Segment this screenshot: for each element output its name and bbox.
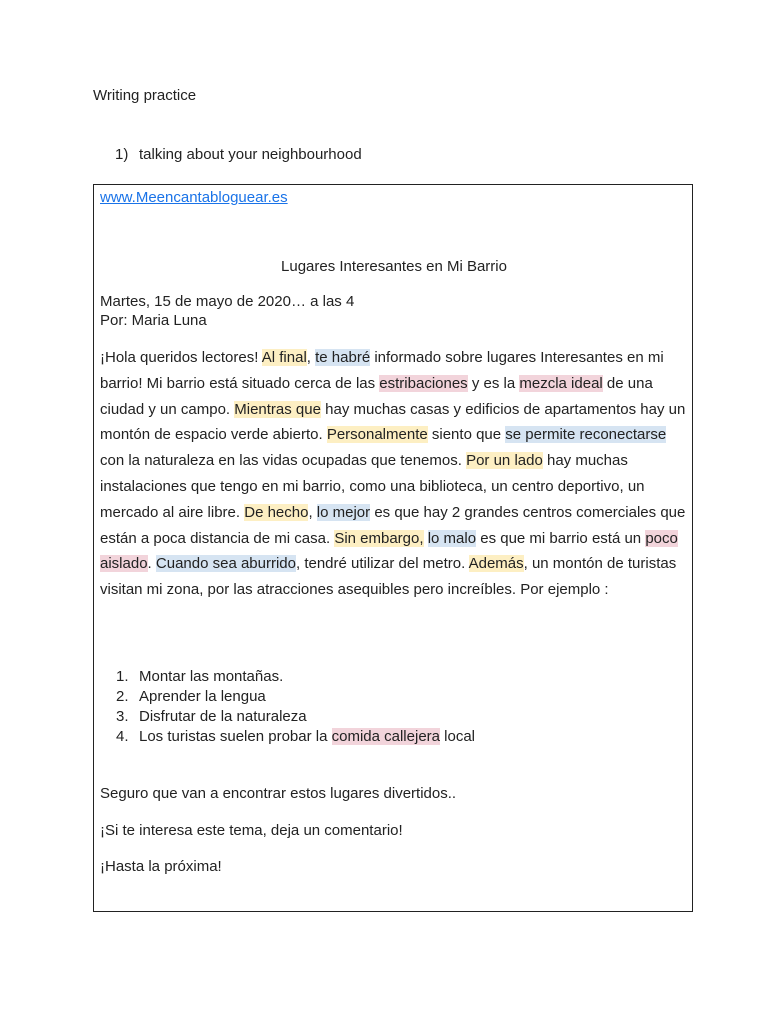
- article-box: [93, 184, 693, 912]
- list-text: Aprender la lengua: [139, 688, 266, 705]
- text-segment: ,: [306, 349, 316, 366]
- text-segment: .: [147, 555, 156, 573]
- list-text: Disfrutar de la naturaleza: [139, 708, 307, 725]
- blog-link[interactable]: www.Meencantabloguear.es: [100, 189, 288, 206]
- list-text: local: [440, 728, 476, 745]
- text-segment: es que mi barrio está un: [476, 529, 646, 547]
- list-number: 4.: [116, 728, 129, 745]
- text-segment: hay muchas casas y edificios de apartamentos hay un montón de espacio verde abierto.: [100, 400, 686, 444]
- list-text: Montar las montañas.: [139, 668, 284, 685]
- list-number: 1.: [116, 668, 129, 685]
- article-paragraph: [100, 345, 686, 603]
- text-segment: informado sobre lugares Interesantes en mi barrio! Mi barrio está situado cerca de las: [100, 349, 664, 392]
- highlight-verb: te habré: [315, 349, 371, 366]
- article-title: Lugares Interesantes en Mi Barrio: [281, 258, 507, 275]
- highlight-verb: lo malo: [427, 529, 477, 547]
- closing-line-3: ¡Hasta la próxima!: [100, 858, 222, 875]
- text-segment: hay muchas instalaciones que tengo en mi barrio, como una biblioteca, un centro deportivo, un mercado al aire libre.: [100, 452, 645, 521]
- list-item: [100, 687, 475, 707]
- list-number: 3.: [116, 708, 129, 725]
- article-meta: [100, 292, 354, 330]
- highlight-verb: se permite reconectarse: [505, 426, 667, 444]
- highlight-connector: Sin embargo,: [334, 529, 424, 547]
- text-segment: , un montón de turistas visitan mi zona, por las atracciones asequibles pero increíbles. Por ejemplo :: [100, 555, 677, 599]
- highlight-verb: Cuando sea aburrido: [155, 555, 296, 573]
- highlight-connector: Por un lado: [466, 452, 543, 470]
- list-number: 2.: [116, 688, 129, 705]
- highlight-vocab: estribaciones: [379, 374, 468, 392]
- list-item: [100, 727, 475, 747]
- text-segment: es que hay 2 grandes centros comerciales que están a poca distancia de mi casa.: [100, 503, 686, 547]
- highlight-connector: Mientras que: [234, 400, 321, 418]
- task-text: talking about your neighbourhood: [139, 146, 362, 163]
- text-segment: ¡Hola queridos lectores!: [100, 349, 262, 366]
- highlight-vocab: comida callejera: [331, 728, 440, 745]
- highlight-connector: Además: [468, 555, 524, 573]
- task-item: [115, 145, 362, 165]
- highlight-verb: lo mejor: [316, 503, 371, 521]
- text-segment: de una ciudad y un campo.: [100, 374, 653, 418]
- text-segment: , tendré utilizar del metro.: [296, 555, 469, 573]
- text-segment: ,: [308, 503, 317, 521]
- text-segment: siento que: [427, 426, 506, 444]
- list-item: [100, 667, 475, 687]
- list-item: [100, 707, 475, 727]
- page-heading: Writing practice: [93, 87, 197, 104]
- article-author: Por: Maria Luna: [100, 312, 207, 329]
- highlight-connector: Al final: [261, 349, 307, 366]
- closing-line-2: ¡Si te interesa este tema, deja un comentario!: [100, 822, 403, 839]
- task-number: 1): [115, 146, 129, 163]
- list-text: Los turistas suelen probar la: [139, 728, 332, 745]
- highlight-vocab: mezcla ideal: [519, 374, 603, 392]
- highlight-vocab: poco aislado: [100, 529, 678, 573]
- closing-line-1: Seguro que van a encontrar estos lugares divertidos..: [100, 785, 457, 802]
- article-date: Martes, 15 de mayo de 2020… a las 4: [100, 293, 355, 310]
- text-segment: y es la: [467, 374, 520, 392]
- highlight-connector: De hecho: [244, 503, 309, 521]
- examples-list: [100, 667, 475, 747]
- text-segment: con la naturaleza en las vidas ocupadas que tenemos.: [100, 452, 467, 470]
- highlight-connector: Personalmente: [326, 426, 428, 444]
